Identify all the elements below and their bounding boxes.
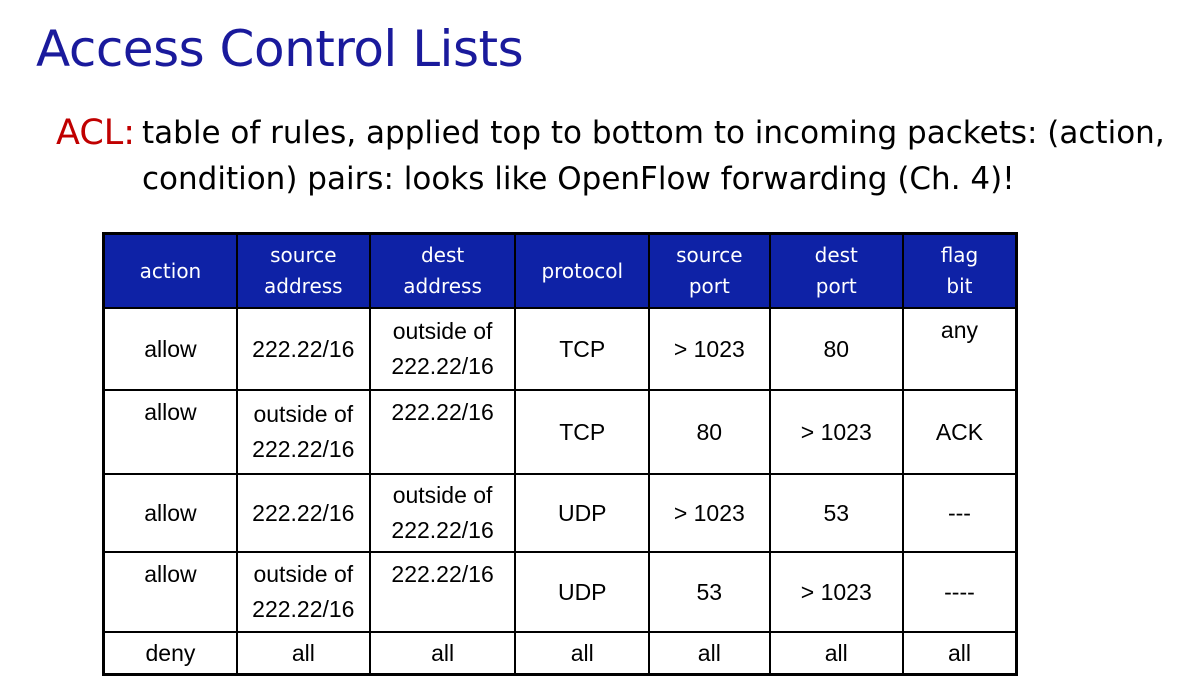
cell-action: allow: [104, 474, 237, 552]
cell-source-address: 222.22/16: [237, 474, 370, 552]
table-row: [104, 308, 1017, 390]
cell-flag-bit: ---: [903, 474, 1017, 552]
cell-flag-bit: any: [903, 308, 1017, 390]
acl-label: ACL:: [56, 113, 136, 153]
cell-source-port: > 1023: [649, 308, 770, 390]
cell-dest-address: outside of 222.22/16: [370, 308, 516, 390]
cell-protocol: TCP: [515, 390, 649, 474]
acl-description: [142, 110, 1192, 202]
cell-dest-address: 222.22/16: [370, 552, 516, 632]
table-header-row: [104, 234, 1017, 309]
header-protocol: protocol: [515, 234, 649, 309]
header-dest-port: dest port: [770, 234, 903, 309]
cell-source-address: all: [237, 632, 370, 675]
acl-description-line-1: table of rules, applied top to bottom to incoming packets: (action,: [142, 115, 1165, 151]
cell-dest-port: 80: [770, 308, 903, 390]
cell-flag-bit: ACK: [903, 390, 1017, 474]
cell-protocol: all: [515, 632, 649, 675]
cell-dest-port: all: [770, 632, 903, 675]
cell-protocol: UDP: [515, 552, 649, 632]
header-dest-address: dest address: [370, 234, 516, 309]
header-action: action: [104, 234, 237, 309]
cell-action: allow: [104, 552, 237, 632]
cell-action: allow: [104, 308, 237, 390]
cell-source-address: outside of 222.22/16: [237, 552, 370, 632]
header-source-port: source port: [649, 234, 770, 309]
table-row: [104, 632, 1017, 675]
cell-dest-port: 53: [770, 474, 903, 552]
cell-source-address: 222.22/16: [237, 308, 370, 390]
header-flag-bit: flag bit: [903, 234, 1017, 309]
acl-rules-table: [102, 232, 1018, 676]
header-source-address: source address: [237, 234, 370, 309]
cell-flag-bit: all: [903, 632, 1017, 675]
acl-description-line-2: condition) pairs: looks like OpenFlow forwarding (Ch. 4)!: [142, 161, 1015, 197]
page-title: Access Control Lists: [36, 20, 524, 78]
cell-dest-address: outside of 222.22/16: [370, 474, 516, 552]
cell-dest-address: all: [370, 632, 516, 675]
cell-source-port: 80: [649, 390, 770, 474]
cell-flag-bit: ----: [903, 552, 1017, 632]
cell-action: deny: [104, 632, 237, 675]
cell-protocol: TCP: [515, 308, 649, 390]
table-row: [104, 474, 1017, 552]
cell-source-address: outside of 222.22/16: [237, 390, 370, 474]
cell-protocol: UDP: [515, 474, 649, 552]
table-row: [104, 552, 1017, 632]
cell-dest-port: > 1023: [770, 390, 903, 474]
cell-source-port: > 1023: [649, 474, 770, 552]
cell-source-port: 53: [649, 552, 770, 632]
cell-dest-address: 222.22/16: [370, 390, 516, 474]
cell-action: allow: [104, 390, 237, 474]
cell-dest-port: > 1023: [770, 552, 903, 632]
table-row: [104, 390, 1017, 474]
cell-source-port: all: [649, 632, 770, 675]
